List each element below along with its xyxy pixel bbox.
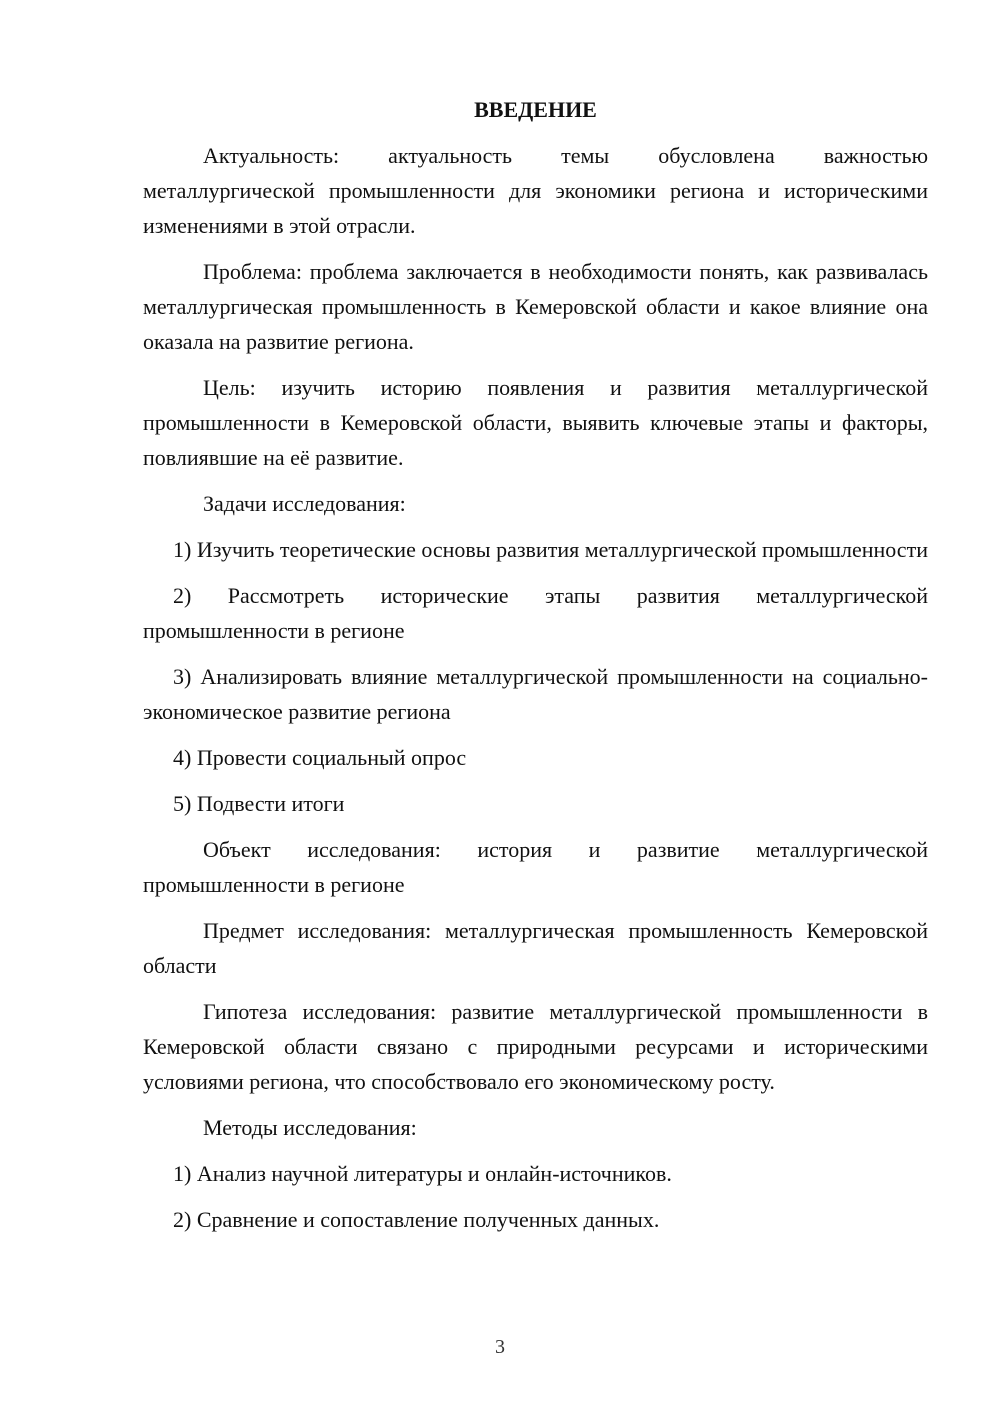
task-item-5: 5) Подвести итоги bbox=[173, 791, 345, 816]
section-title: ВВЕДЕНИЕ bbox=[474, 97, 597, 122]
goal-paragraph: Цель: изучить историю появления и развития металлургической промышленности в Кемеровской области, выявить ключевые этапы и факторы, повлиявшие на её развитие. bbox=[143, 375, 928, 470]
page-number: 3 bbox=[495, 1336, 505, 1358]
problem-paragraph: Проблема: проблема заключается в необходимости понять, как развивалась металлургическая промышленность в Кемеровской области и какое влияние она оказала на развитие региона. bbox=[143, 259, 928, 354]
page-content bbox=[143, 94, 928, 1248]
object-paragraph: Объект исследования: история и развитие металлургической промышленности в регионе bbox=[143, 837, 928, 897]
subject-paragraph: Предмет исследования: металлургическая промышленность Кемеровской области bbox=[143, 918, 928, 978]
task-item-2: 2) Рассмотреть исторические этапы развития металлургической промышленности в регионе bbox=[143, 583, 928, 643]
method-item-1: 1) Анализ научной литературы и онлайн-источников. bbox=[173, 1161, 672, 1186]
method-item-2: 2) Сравнение и сопоставление полученных данных. bbox=[173, 1207, 660, 1232]
hypothesis-paragraph: Гипотеза исследования: развитие металлургической промышленности в Кемеровской области связано с природными ресурсами и историческими условиями региона, что способствовало его экономическому росту. bbox=[143, 999, 928, 1094]
tasks-heading: Задачи исследования: bbox=[203, 491, 406, 516]
task-item-4: 4) Провести социальный опрос bbox=[173, 745, 467, 770]
relevance-paragraph: Актуальность: актуальность темы обусловлена важностью металлургической промышленности для экономики региона и историческими изменениями в этой отрасли. bbox=[143, 143, 928, 238]
methods-heading: Методы исследования: bbox=[203, 1115, 417, 1140]
task-item-3: 3) Анализировать влияние металлургической промышленности на социально-экономическое развитие региона bbox=[143, 664, 928, 724]
task-item-1: 1) Изучить теоретические основы развития металлургической промышленности bbox=[173, 537, 928, 562]
